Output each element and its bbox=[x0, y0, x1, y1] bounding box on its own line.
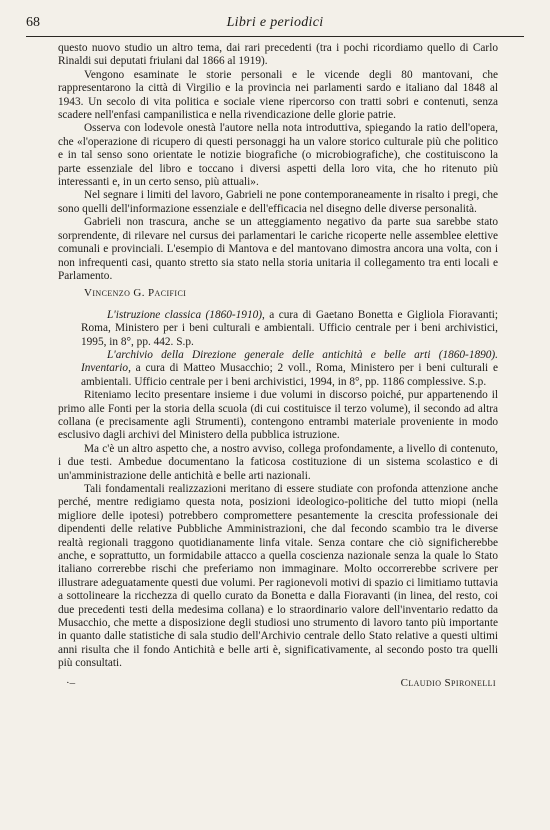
running-head: Libri e periodici bbox=[226, 15, 324, 30]
review2-signature: Claudio Spironelli bbox=[400, 676, 496, 689]
review2-footer bbox=[58, 677, 498, 691]
book-title-2: L'archivio della Direzione generale delle antichità e belle arti (1860-1890). Inventario bbox=[81, 348, 498, 375]
book-title-1: L'istruzione classica (1860-1910) bbox=[107, 308, 263, 321]
page-body bbox=[58, 42, 498, 691]
review1-paragraph-1: questo nuovo studio un altro tema, dai rari precedenti (tra i pochi ricordiamo quello di Carlo Rinaldi sui deputati friulani dal 1866 al 1919). bbox=[58, 42, 498, 68]
page-header bbox=[26, 14, 524, 37]
book-reference-1 bbox=[58, 309, 498, 349]
review1-paragraph-3: Osserva con lodevole onestà l'autore nella nota introduttiva, spiegando la ratio dell'opera, che «l'operazione di ricupero di questi personaggi ha un valore storico culturale più che politico e in tal senso sono orientate le notizie biografiche (o microbiografiche), che costituiscono la parte essenziale del libro e toccano i diversi aspetti della loro vita, che ho ritenuto più interessanti e, in un certo senso, più attuali». bbox=[58, 122, 498, 189]
review1-paragraph-4: Nel segnare i limiti del lavoro, Gabrieli ne pone contemporaneamente in risalto i pregi, che sono quelli dell'informazione essenziale e dell'efficacia nel disegno delle diverse personalità. bbox=[58, 189, 498, 215]
footer-mark: ·– bbox=[66, 676, 76, 689]
book-details-1: , a cura di Gaetano Bonetta e Gigliola Fioravanti; Roma, Ministero per i beni culturali e ambientali. Ufficio centrale per i beni archivistici, 1995, in 8°, pp. 442. S.p. bbox=[81, 308, 498, 348]
review1-paragraph-2: Vengono esaminate le storie personali e le vicende degli 80 mantovani, che rappresentarono la città di Virgilio e la provincia nei parlamenti sardo e italiano dal 1848 al 1943. Un secolo di vita politica e sociale viene ripercorso con tratti sobri e contenuti, senza scadere nell'enfasi campanilistica e nella rivendicazione delle glorie patrie. bbox=[58, 68, 498, 122]
review2-paragraph-2: Ma c'è un altro aspetto che, a nostro avviso, collega profondamente, a livello di contenuto, i due testi. Ambedue documentano la faticosa costituzione di un sistema scolastico e di un'amministrazione delle antichità e belle arti nazionali. bbox=[58, 442, 498, 482]
review2-paragraph-3: Tali fondamentali realizzazioni meritano di essere studiate con profonda attenzione anche perché, mentre redigiamo questa nota, posizioni ideologico-politiche del tutto miopi (nella migliore delle ipotesi) potrebbero compromettere pesantemente la crescita professionale dei dipendenti delle relative Pubbliche Amministrazioni, che dal fecondo scambio tra le diverse realtà regionali traggono quotidianamente linfa vitale. Senza contare che ciò significherebbe anche, e soprattutto, un formidabile attacco a quella coscienza nazionale senza la quale lo Stato italiano correrebbe rischi che preferiamo non immaginare. Molto occorrerebbe scrivere per illustrare adeguatamente questi due volumi. Per ragionevoli motivi di spazio ci limitiamo tuttavia a sottolineare la ricchezza di quello curato da Bonetta e dalla Fioravanti (in linea, del resto, coi due precedenti testi della medesima collana) e lo straordinario valore dell'inventario redatto da Musacchio, che mette a disposizione degli studiosi uno strumento di lavoro tanto più importante in quanto dalle statistiche di sala studio dell'Archivio centrale dello Stato relative a questi ultimi anni risulta che il fondo Antichità e belle arti è, significativamente, al secondo posto tra quelli più consultati. bbox=[58, 483, 498, 670]
page-number: 68 bbox=[26, 15, 40, 30]
review1-paragraph-5: Gabrieli non trascura, anche se un atteggiamento negativo da parte sua sarebbe stato sorprendente, di rilevare nel cursus dei parlamentari le cariche ricoperte nelle assemblee elettive comunali e provinciali. L'esempio di Mantova e del mantovano dimostra ancora una volta, con i non infrequenti casi, quanto stretto sia stato nella storia unitaria il collegamento tra enti locali e Parlamento. bbox=[58, 216, 498, 282]
review1-signature: Vincenzo G. Pacifici bbox=[84, 287, 187, 300]
book-reference-2 bbox=[58, 349, 498, 389]
book-details-2: , a cura di Matteo Musacchio; 2 voll., Roma, Ministero per i beni culturali e ambientali. Ufficio centrale per i beni archivistici, 1994, in 8°, pp. 1186 complessive. S.p. bbox=[81, 362, 498, 388]
review2-paragraph-1: Riteniamo lecito presentare insieme i due volumi in discorso poiché, pur appartenendo il primo alle Fonti per la storia della scuola (di cui costituisce il terzo volume), il secondo ad altra collana (e precisamente agli Strumenti), contengono entrambi materiale proveniente in modo esclusivo dagli archivi del Ministero della pubblica istruzione. bbox=[58, 389, 498, 442]
